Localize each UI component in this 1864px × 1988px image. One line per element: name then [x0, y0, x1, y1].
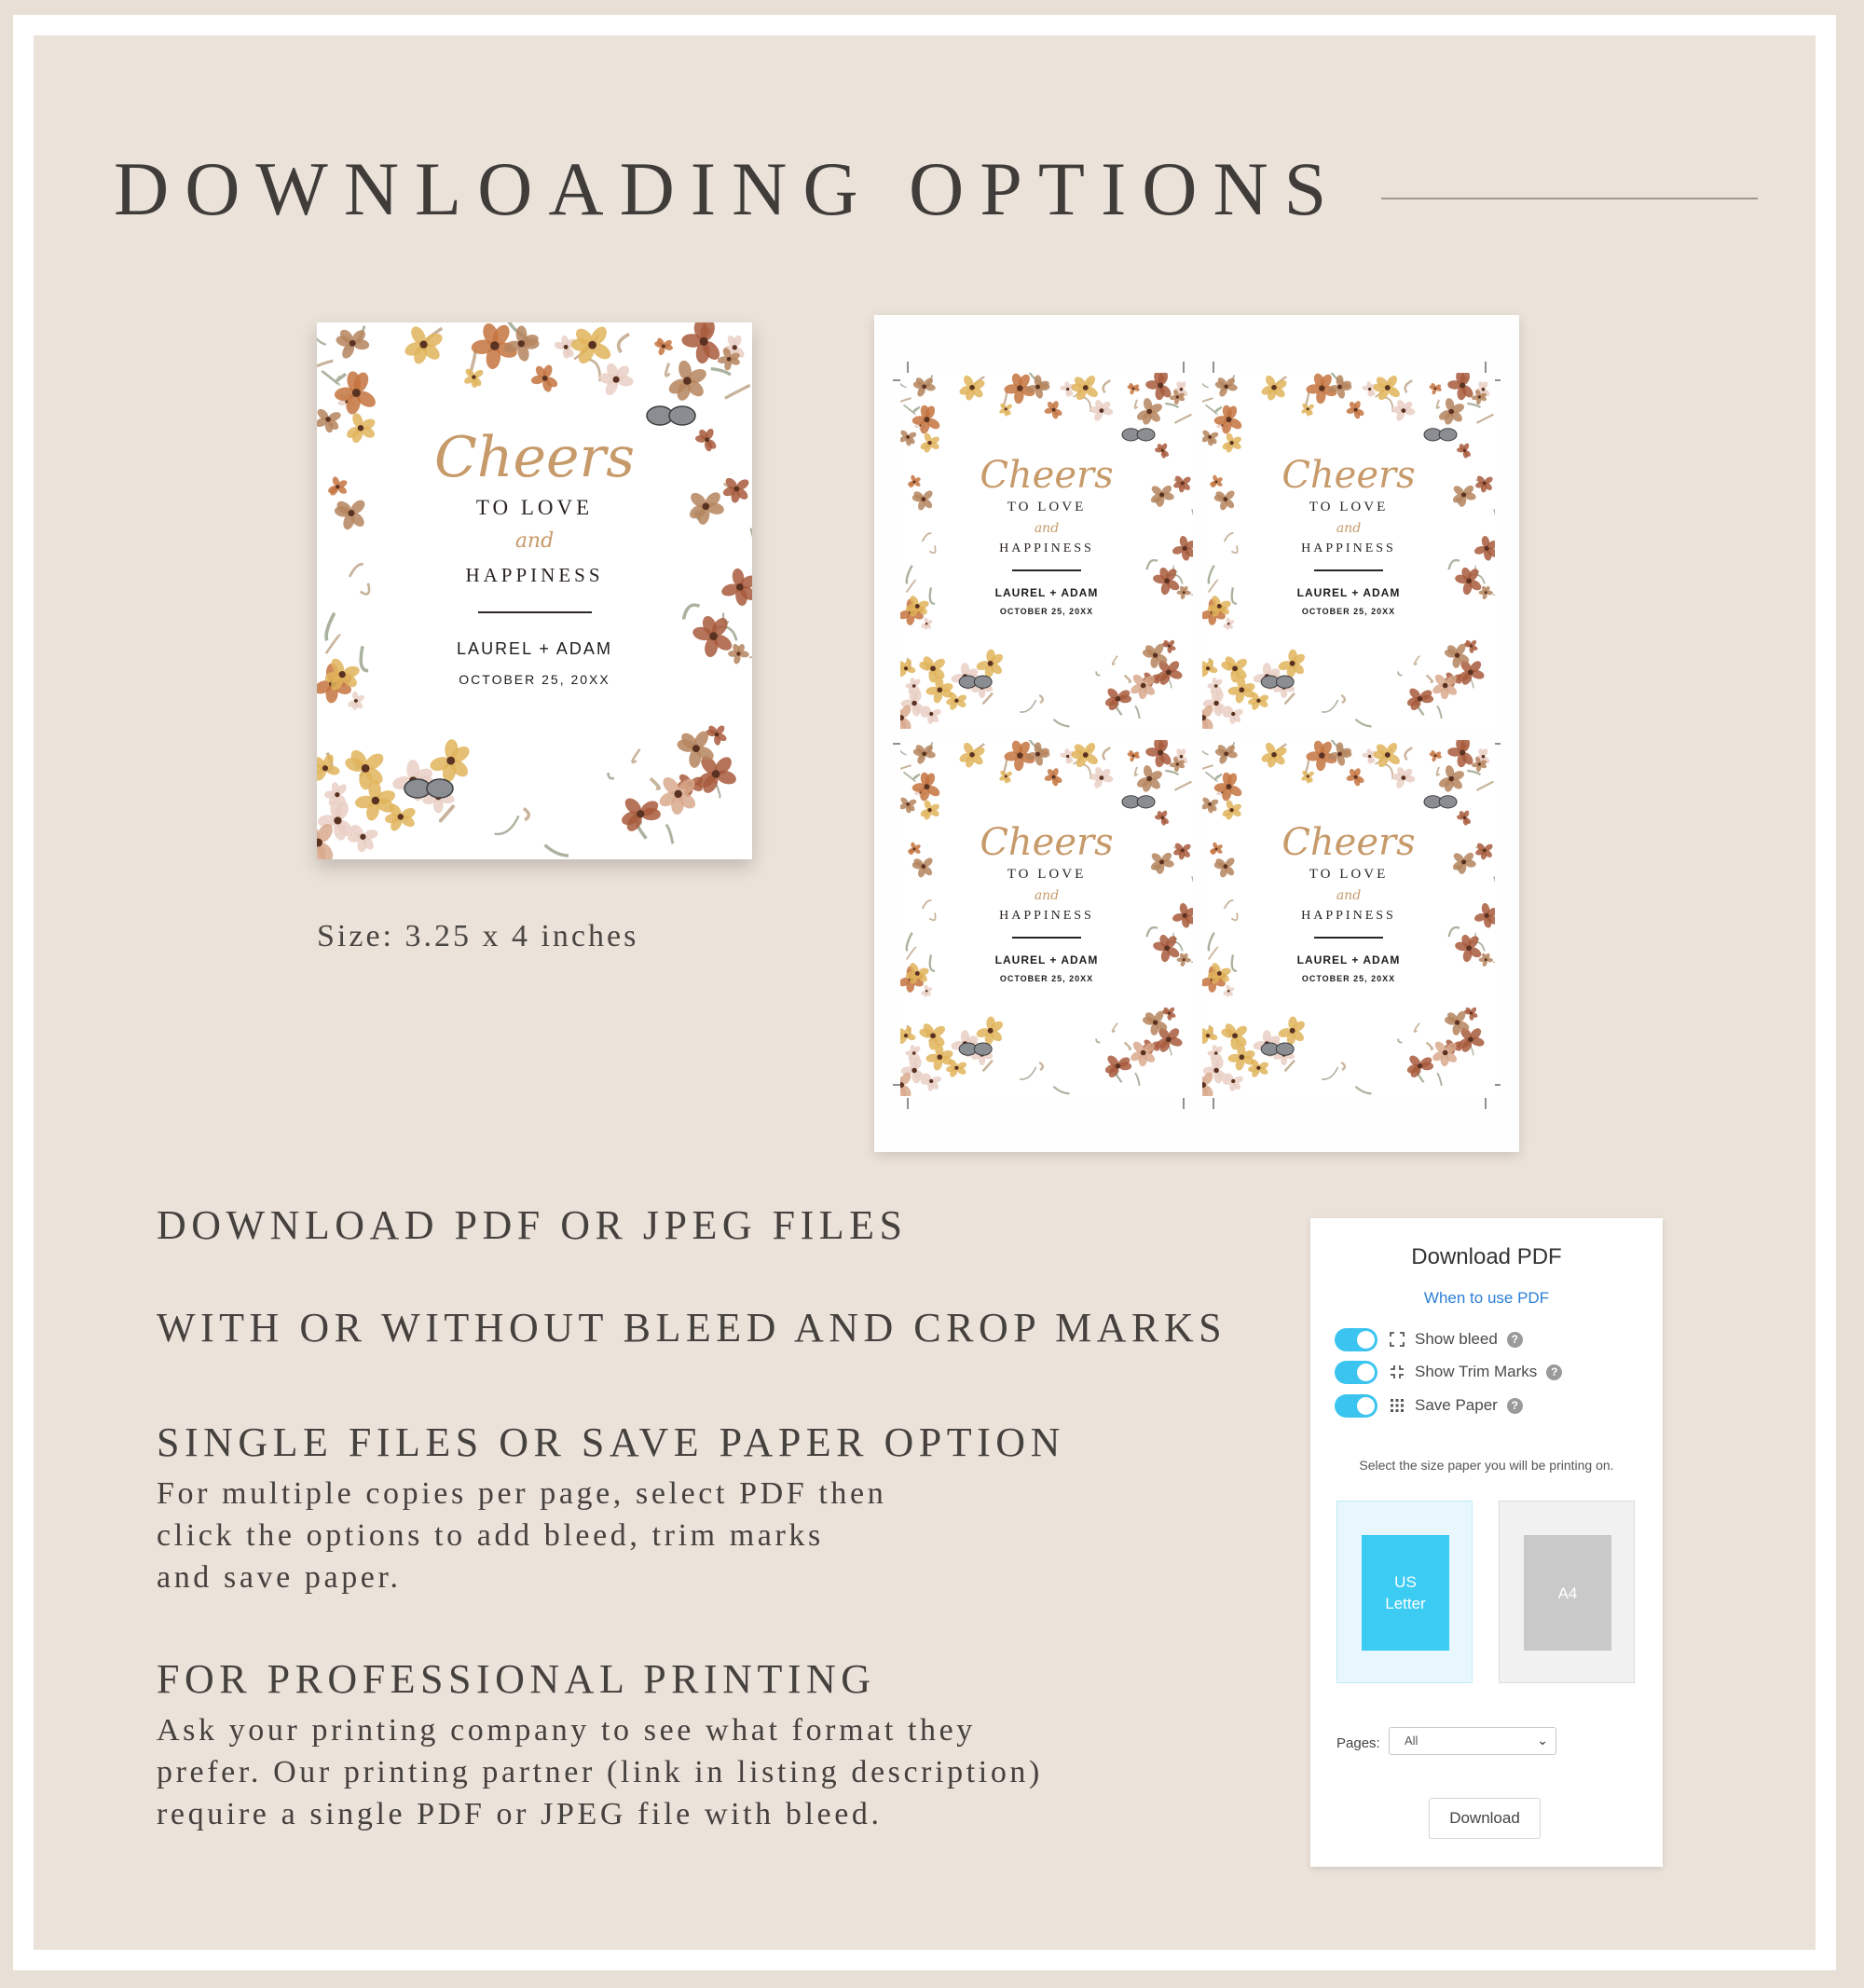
flower-shape [1437, 397, 1465, 426]
flower-shape [1202, 429, 1219, 446]
stem-shape [619, 334, 630, 352]
card-line-happiness: HAPPINESS [999, 909, 1094, 923]
title-divider [1381, 198, 1758, 199]
stem-shape [609, 773, 614, 778]
body-line: For multiple copies per page, select PDF then [157, 1476, 887, 1511]
flower-shape [912, 743, 936, 765]
card-divider [478, 611, 592, 613]
stem-shape [337, 374, 346, 380]
stem-shape [1415, 656, 1419, 665]
stem-shape [1405, 747, 1413, 760]
card-line-to-love: TO LOVE [1309, 867, 1389, 882]
flower-shape [347, 822, 378, 852]
stem-shape [1355, 720, 1371, 727]
flower-shape [1161, 639, 1176, 653]
flower-shape [1129, 1039, 1157, 1066]
stem-shape [1206, 404, 1217, 414]
show-trim-marks-label: Show Trim Marks [1415, 1363, 1538, 1380]
stem-shape [1437, 400, 1440, 408]
size-caption: Size: 3.25 x 4 inches [317, 919, 639, 953]
paper-size-instruction: Select the size paper you will be printing on. [1359, 1458, 1614, 1473]
stem-shape [1202, 398, 1213, 404]
flower-shape [1429, 382, 1442, 395]
flower-shape [921, 705, 942, 724]
flower-shape [919, 799, 940, 820]
flower-shape [998, 403, 1013, 417]
paper-label-line: A4 [1557, 1584, 1578, 1602]
stem-shape [1039, 695, 1043, 703]
flower-shape [1135, 397, 1163, 426]
card-line-to-love: TO LOVE [1007, 500, 1087, 514]
stem-shape [1216, 775, 1222, 778]
card-line-happiness: HAPPINESS [999, 542, 1094, 555]
stem-shape [1096, 1038, 1100, 1042]
stem-shape [1341, 695, 1345, 703]
stem-shape [1103, 380, 1111, 392]
page-title: DOWNLOADING OPTIONS [114, 146, 1343, 231]
stem-shape [914, 407, 920, 411]
card-line-happiness: HAPPINESS [1301, 909, 1396, 923]
paper-option-a4[interactable] [1499, 1501, 1635, 1683]
flower-shape [530, 363, 559, 392]
stem-shape [904, 772, 915, 781]
stem-shape [1202, 740, 1209, 755]
stem-shape [1125, 675, 1131, 681]
flower-shape [681, 322, 723, 364]
flower-shape [900, 1071, 913, 1096]
chevron-down-icon: ⌄ [1537, 1733, 1548, 1748]
flower-shape [1127, 382, 1140, 395]
flower-shape [343, 747, 386, 790]
stem-shape [1216, 407, 1222, 411]
body-line: prefer. Our printing partner (link in listing description) [157, 1755, 1043, 1789]
stem-shape [1405, 380, 1413, 392]
stem-shape [317, 322, 326, 345]
flower-shape [1044, 400, 1063, 419]
flower-shape [921, 1072, 942, 1091]
body-line: and save paper. [157, 1560, 402, 1595]
card-line-to-love: TO LOVE [475, 496, 594, 519]
feature-heading-save-paper: SINGLE FILES OR SAVE PAPER OPTION [157, 1419, 1065, 1465]
card-date: OCTOBER 25, 20XX [999, 606, 1094, 616]
collapse-icon [1389, 1364, 1405, 1380]
body-line: require a single PDF or JPEG file with bleed. [157, 1797, 883, 1831]
flower-shape [918, 1021, 947, 1049]
stem-shape [524, 808, 528, 819]
mini-card-preview [1202, 740, 1495, 1096]
flower-shape [900, 1025, 916, 1045]
flower-shape [900, 704, 913, 729]
download-pdf-panel [1310, 1218, 1663, 1867]
flower-shape [1127, 749, 1140, 762]
card-line-to-love: TO LOVE [1007, 867, 1087, 882]
body-line: click the options to add bleed, trim marks [157, 1518, 824, 1553]
flower-shape [1223, 984, 1236, 997]
flower-shape [1129, 672, 1157, 699]
card-date: OCTOBER 25, 20XX [1301, 973, 1396, 983]
card-names: LAUREL + ADAM [994, 585, 1099, 599]
stem-shape [317, 361, 333, 369]
flower-shape [1220, 1021, 1249, 1049]
show-bleed-label: Show bleed [1415, 1330, 1498, 1348]
stem-shape [900, 398, 911, 404]
flower-shape [1300, 403, 1315, 417]
flower-shape [1463, 1007, 1478, 1021]
card-script-and: and [514, 529, 555, 553]
save-paper-row [1335, 1392, 1523, 1419]
stem-shape [1096, 671, 1100, 675]
butterfly-icon [1122, 429, 1155, 441]
flower-shape [1202, 704, 1215, 729]
flower-shape [1214, 376, 1238, 398]
flower-shape [1145, 740, 1173, 768]
flower-shape [347, 692, 365, 711]
stem-shape [1113, 1023, 1117, 1032]
card-divider [1314, 937, 1383, 939]
card-script-cheers: Cheers [980, 454, 1114, 497]
stem-shape [1341, 1063, 1345, 1070]
flower-shape [912, 376, 936, 398]
flower-shape [1431, 672, 1459, 699]
card-date: OCTOBER 25, 20XX [1301, 606, 1396, 616]
card-date: OCTOBER 25, 20XX [459, 672, 610, 687]
flower-shape [998, 770, 1013, 784]
stem-shape [1398, 671, 1402, 675]
single-card-preview [317, 322, 752, 859]
paper-label-line: US [1394, 1573, 1417, 1591]
flower-shape [1223, 705, 1244, 724]
save-paper-label: Save Paper [1415, 1396, 1498, 1414]
help-icon[interactable]: ? [1507, 1398, 1523, 1414]
flower-shape [1202, 1071, 1215, 1096]
stem-shape [651, 778, 659, 788]
stem-shape [1476, 782, 1493, 790]
show-bleed-row [1335, 1326, 1523, 1352]
stem-shape [1039, 1063, 1043, 1070]
flower-shape [1202, 658, 1218, 678]
flower-shape [1447, 740, 1475, 768]
stem-shape [666, 825, 673, 844]
flower-shape [335, 327, 370, 361]
flower-shape [317, 821, 336, 859]
stem-shape [1053, 1087, 1069, 1094]
stem-shape [588, 360, 599, 382]
feature-heading-download-formats: DOWNLOAD PDF OR JPEG FILES [157, 1202, 908, 1248]
butterfly-icon [1122, 796, 1155, 808]
card-names: LAUREL + ADAM [1296, 953, 1401, 967]
flower-shape [1221, 799, 1242, 820]
stem-shape [725, 385, 750, 398]
stem-shape [1437, 706, 1442, 719]
flower-shape [1202, 1025, 1218, 1045]
flower-shape [429, 739, 473, 783]
feature-body-save-paper [157, 1473, 886, 1598]
flower-shape [1447, 373, 1475, 401]
stem-shape [1415, 1023, 1419, 1032]
stem-shape [1322, 700, 1337, 712]
card-script-cheers: Cheers [980, 821, 1114, 864]
show-trim-marks-toggle[interactable] [1335, 1361, 1377, 1384]
stem-shape [1135, 1073, 1140, 1086]
paper-label-line: Letter [1385, 1595, 1426, 1612]
stem-shape [1322, 1067, 1337, 1079]
flower-shape [900, 658, 916, 678]
flower-shape [921, 984, 934, 997]
flower-shape [1277, 1016, 1307, 1045]
stem-shape [1083, 397, 1090, 412]
show-bleed-toggle[interactable] [1335, 1328, 1377, 1351]
grid-icon [1389, 1397, 1405, 1414]
stem-shape [1355, 1087, 1371, 1094]
flower-shape [1429, 749, 1442, 762]
card-script-and: and [1336, 888, 1362, 903]
body-line: Ask your printing company to see what format they [157, 1713, 976, 1748]
feature-body-professional-printing [157, 1709, 1043, 1835]
stem-shape [1385, 764, 1392, 779]
card-script-cheers: Cheers [1282, 821, 1416, 864]
stem-shape [1113, 656, 1117, 665]
paper-option-us-letter[interactable] [1336, 1501, 1473, 1683]
feature-heading-professional-printing: FOR PROFESSIONAL PRINTING [157, 1656, 876, 1702]
stem-shape [1020, 700, 1035, 712]
stem-shape [1174, 782, 1191, 790]
stem-shape [1174, 415, 1191, 423]
card-divider [1012, 569, 1081, 571]
stem-shape [665, 363, 669, 377]
stem-shape [1202, 765, 1213, 771]
card-names: LAUREL + ADAM [1296, 585, 1401, 599]
card-date: OCTOBER 25, 20XX [999, 973, 1094, 983]
card-script-and: and [1336, 521, 1362, 536]
stem-shape [322, 371, 339, 385]
stem-shape [1125, 1042, 1131, 1049]
flower-shape [1391, 766, 1416, 789]
mini-card-preview [900, 740, 1193, 1096]
stem-shape [1053, 720, 1069, 727]
stem-shape [1437, 1073, 1442, 1086]
pages-label: Pages: [1336, 1735, 1380, 1751]
flower-shape [1437, 764, 1465, 793]
pages-select[interactable] [1389, 1727, 1556, 1755]
stem-shape [1135, 400, 1138, 408]
stem-shape [904, 404, 915, 414]
mini-card-preview [900, 373, 1193, 729]
flower-shape [1346, 400, 1365, 419]
feature-heading-bleed-crop: WITH OR WITHOUT BLEED AND CROP MARKS [157, 1305, 1227, 1350]
flower-shape [900, 796, 917, 814]
card-names: LAUREL + ADAM [457, 639, 612, 658]
panel-title: Download PDF [1411, 1244, 1562, 1269]
flower-shape [463, 367, 485, 389]
stem-shape [1427, 1042, 1432, 1049]
stem-shape [1135, 706, 1140, 719]
flower-shape [1223, 1072, 1244, 1091]
flower-shape [1145, 373, 1173, 401]
stem-shape [914, 775, 920, 778]
stem-shape [1020, 1067, 1035, 1079]
flower-shape [317, 753, 341, 783]
card-line-to-love: TO LOVE [1309, 500, 1389, 514]
card-line-happiness: HAPPINESS [465, 564, 604, 586]
flower-shape [1391, 399, 1416, 422]
stem-shape [1398, 1038, 1402, 1042]
flower-shape [1214, 743, 1238, 765]
stem-shape [900, 765, 911, 771]
flower-shape [1223, 617, 1236, 630]
card-script-cheers: Cheers [433, 425, 636, 490]
save-paper-toggle[interactable] [1335, 1394, 1377, 1418]
card-script-cheers: Cheers [1282, 454, 1416, 497]
flower-shape [975, 649, 1005, 678]
flower-shape [1161, 1007, 1176, 1021]
stem-shape [1202, 373, 1209, 388]
show-trim-marks-row [1335, 1359, 1562, 1385]
when-to-use-pdf-link[interactable]: When to use PDF [1423, 1289, 1550, 1307]
stem-shape [1135, 767, 1138, 775]
flower-shape [657, 775, 698, 816]
flower-shape [921, 617, 934, 630]
flower-shape [653, 336, 673, 356]
stem-shape [1427, 675, 1432, 681]
mini-card-preview [1202, 373, 1495, 729]
flower-shape [1220, 654, 1249, 682]
flower-shape [1044, 767, 1063, 787]
expand-icon [1389, 1331, 1405, 1348]
butterfly-icon [1424, 429, 1457, 441]
card-names: LAUREL + ADAM [994, 953, 1099, 967]
flower-shape [1135, 764, 1163, 793]
flower-shape [1090, 766, 1114, 789]
stem-shape [495, 816, 519, 834]
stem-shape [1103, 747, 1111, 760]
pages-select-value: All [1405, 1734, 1419, 1748]
a4-sheet [1524, 1535, 1611, 1651]
stem-shape [900, 373, 907, 388]
us-letter-sheet [1362, 1535, 1449, 1651]
flower-shape [975, 1016, 1005, 1045]
flower-shape [1346, 767, 1365, 787]
flower-shape [666, 360, 708, 403]
stem-shape [1385, 397, 1392, 412]
download-button[interactable]: Download [1429, 1798, 1541, 1839]
flower-shape [598, 362, 634, 397]
card-line-happiness: HAPPINESS [1301, 542, 1396, 555]
stem-shape [1206, 772, 1217, 781]
butterfly-icon [1424, 796, 1457, 808]
flower-shape [1090, 399, 1114, 422]
flower-shape [918, 654, 947, 682]
flower-shape [900, 429, 917, 446]
card-divider [1012, 937, 1081, 939]
stem-shape [900, 740, 907, 755]
flower-shape [1221, 432, 1242, 453]
stem-shape [1437, 767, 1440, 775]
stem-shape [545, 845, 569, 856]
flower-shape [1300, 770, 1315, 784]
flower-shape [706, 724, 728, 746]
card-script-and: and [1034, 888, 1060, 903]
help-icon[interactable]: ? [1507, 1332, 1523, 1348]
flower-shape [1277, 649, 1307, 678]
stem-shape [1476, 415, 1493, 423]
flower-shape [1463, 639, 1478, 653]
stem-shape [1083, 764, 1090, 779]
card-divider [1314, 569, 1383, 571]
flower-shape [1202, 796, 1219, 814]
stem-shape [632, 749, 639, 762]
flower-shape [1431, 1039, 1459, 1066]
butterfly-icon [647, 406, 695, 425]
help-icon[interactable]: ? [1546, 1364, 1562, 1380]
card-script-and: and [1034, 521, 1060, 536]
flower-shape [919, 432, 940, 453]
